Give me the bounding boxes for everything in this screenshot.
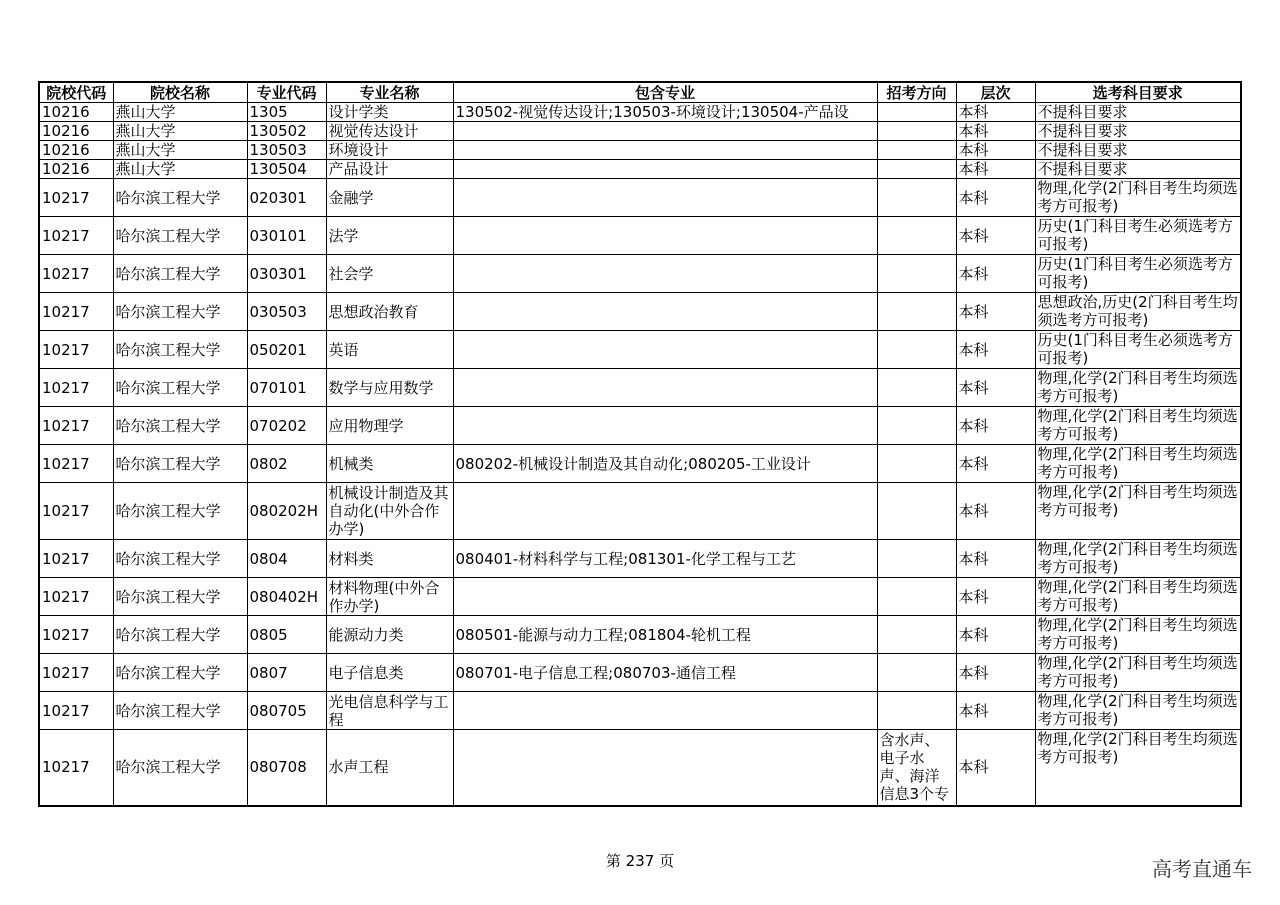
table-row — [39, 331, 1241, 369]
table-row — [39, 255, 1241, 293]
school-code-cell: 10216 — [39, 141, 113, 160]
major-name-cell: 水声工程 — [326, 730, 453, 806]
major-code-cell: 080402H — [247, 578, 326, 616]
school-name-cell: 哈尔滨工程大学 — [113, 179, 247, 217]
subject-requirement-cell: 思想政治,历史(2门科目考生均须选考方可报考) — [1035, 293, 1241, 331]
direction-cell — [877, 293, 956, 331]
col-header-major-code: 专业代码 — [247, 82, 326, 103]
subject-requirement-cell: 物理,化学(2门科目考生均须选考方可报考) — [1035, 578, 1241, 616]
school-code-cell: 10216 — [39, 160, 113, 179]
major-code-cell: 130504 — [247, 160, 326, 179]
level-cell: 本科 — [956, 540, 1035, 578]
direction-cell: 含水声、电子水声、海洋信息3个专 — [877, 730, 956, 806]
subject-requirement-cell: 物理,化学(2门科目考生均须选考方可报考) — [1035, 540, 1241, 578]
school-name-cell: 哈尔滨工程大学 — [113, 407, 247, 445]
level-cell: 本科 — [956, 179, 1035, 217]
subject-requirement-cell: 不提科目要求 — [1035, 160, 1241, 179]
level-cell: 本科 — [956, 692, 1035, 730]
col-header-school-code: 院校代码 — [39, 82, 113, 103]
included-majors-cell — [453, 160, 877, 179]
major-name-cell: 环境设计 — [326, 141, 453, 160]
included-majors-cell — [453, 217, 877, 255]
school-code-cell: 10217 — [39, 445, 113, 483]
table-row — [39, 483, 1241, 540]
school-code-cell: 10217 — [39, 483, 113, 540]
col-header-level: 层次 — [956, 82, 1035, 103]
included-majors-cell — [453, 122, 877, 141]
level-cell: 本科 — [956, 255, 1035, 293]
table-row — [39, 692, 1241, 730]
school-name-cell: 哈尔滨工程大学 — [113, 692, 247, 730]
table-row — [39, 578, 1241, 616]
included-majors-cell: 080401-材料科学与工程;081301-化学工程与工艺 — [453, 540, 877, 578]
school-code-cell: 10216 — [39, 122, 113, 141]
level-cell: 本科 — [956, 122, 1035, 141]
major-code-cell: 030101 — [247, 217, 326, 255]
school-code-cell: 10216 — [39, 103, 113, 122]
direction-cell — [877, 331, 956, 369]
school-code-cell: 10217 — [39, 255, 113, 293]
major-code-cell: 070101 — [247, 369, 326, 407]
subject-requirement-cell: 物理,化学(2门科目考生均须选考方可报考) — [1035, 407, 1241, 445]
school-code-cell: 10217 — [39, 616, 113, 654]
included-majors-cell: 080501-能源与动力工程;081804-轮机工程 — [453, 616, 877, 654]
major-code-cell: 080202H — [247, 483, 326, 540]
table-row — [39, 407, 1241, 445]
level-cell: 本科 — [956, 578, 1035, 616]
level-cell: 本科 — [956, 293, 1035, 331]
school-name-cell: 哈尔滨工程大学 — [113, 331, 247, 369]
subject-requirement-cell: 不提科目要求 — [1035, 141, 1241, 160]
school-code-cell: 10217 — [39, 217, 113, 255]
school-name-cell: 哈尔滨工程大学 — [113, 483, 247, 540]
subject-requirement-cell: 物理,化学(2门科目考生均须选考方可报考) — [1035, 369, 1241, 407]
level-cell: 本科 — [956, 141, 1035, 160]
level-cell: 本科 — [956, 445, 1035, 483]
direction-cell — [877, 445, 956, 483]
school-name-cell: 燕山大学 — [113, 122, 247, 141]
table-row — [39, 445, 1241, 483]
direction-cell — [877, 483, 956, 540]
school-name-cell: 哈尔滨工程大学 — [113, 616, 247, 654]
table-row — [39, 103, 1241, 122]
school-name-cell: 哈尔滨工程大学 — [113, 217, 247, 255]
col-header-direction: 招考方向 — [877, 82, 956, 103]
direction-cell — [877, 179, 956, 217]
subject-requirement-cell: 物理,化学(2门科目考生均须选考方可报考) — [1035, 445, 1241, 483]
table-row — [39, 160, 1241, 179]
level-cell: 本科 — [956, 160, 1035, 179]
included-majors-cell: 080701-电子信息工程;080703-通信工程 — [453, 654, 877, 692]
admission-table — [38, 81, 1242, 807]
table-row — [39, 540, 1241, 578]
table-row — [39, 122, 1241, 141]
major-code-cell: 080708 — [247, 730, 326, 806]
table-row — [39, 179, 1241, 217]
subject-requirement-cell: 物理,化学(2门科目考生均须选考方可报考) — [1035, 483, 1241, 540]
direction-cell — [877, 407, 956, 445]
school-code-cell: 10217 — [39, 578, 113, 616]
direction-cell — [877, 217, 956, 255]
direction-cell — [877, 654, 956, 692]
watermark-logo-text: 高考直通车 — [1152, 857, 1252, 881]
major-code-cell: 0807 — [247, 654, 326, 692]
school-name-cell: 哈尔滨工程大学 — [113, 255, 247, 293]
table-row — [39, 616, 1241, 654]
direction-cell — [877, 369, 956, 407]
major-name-cell: 数学与应用数学 — [326, 369, 453, 407]
major-code-cell: 1305 — [247, 103, 326, 122]
subject-requirement-cell: 物理,化学(2门科目考生均须选考方可报考) — [1035, 730, 1241, 806]
major-name-cell: 英语 — [326, 331, 453, 369]
level-cell: 本科 — [956, 730, 1035, 806]
subject-requirement-cell: 物理,化学(2门科目考生均须选考方可报考) — [1035, 692, 1241, 730]
table-row — [39, 293, 1241, 331]
included-majors-cell — [453, 179, 877, 217]
major-code-cell: 0805 — [247, 616, 326, 654]
level-cell: 本科 — [956, 217, 1035, 255]
school-name-cell: 哈尔滨工程大学 — [113, 730, 247, 806]
major-name-cell: 能源动力类 — [326, 616, 453, 654]
direction-cell — [877, 578, 956, 616]
major-name-cell: 金融学 — [326, 179, 453, 217]
school-name-cell: 哈尔滨工程大学 — [113, 654, 247, 692]
school-name-cell: 燕山大学 — [113, 103, 247, 122]
level-cell: 本科 — [956, 616, 1035, 654]
col-header-major-name: 专业名称 — [326, 82, 453, 103]
school-code-cell: 10217 — [39, 654, 113, 692]
direction-cell — [877, 540, 956, 578]
level-cell: 本科 — [956, 103, 1035, 122]
table-body — [39, 103, 1241, 806]
major-code-cell: 050201 — [247, 331, 326, 369]
major-name-cell: 光电信息科学与工程 — [326, 692, 453, 730]
included-majors-cell — [453, 255, 877, 293]
major-name-cell: 视觉传达设计 — [326, 122, 453, 141]
major-code-cell: 030301 — [247, 255, 326, 293]
major-name-cell: 设计学类 — [326, 103, 453, 122]
table-row — [39, 369, 1241, 407]
direction-cell — [877, 255, 956, 293]
school-name-cell: 燕山大学 — [113, 141, 247, 160]
subject-requirement-cell: 历史(1门科目考生必须选考方可报考) — [1035, 331, 1241, 369]
school-code-cell: 10217 — [39, 369, 113, 407]
major-name-cell: 机械类 — [326, 445, 453, 483]
school-name-cell: 哈尔滨工程大学 — [113, 578, 247, 616]
subject-requirement-cell: 物理,化学(2门科目考生均须选考方可报考) — [1035, 616, 1241, 654]
subject-requirement-cell: 不提科目要求 — [1035, 122, 1241, 141]
school-name-cell: 哈尔滨工程大学 — [113, 293, 247, 331]
table-row — [39, 654, 1241, 692]
col-header-school-name: 院校名称 — [113, 82, 247, 103]
school-code-cell: 10217 — [39, 179, 113, 217]
major-name-cell: 电子信息类 — [326, 654, 453, 692]
major-code-cell: 0804 — [247, 540, 326, 578]
subject-requirement-cell: 不提科目要求 — [1035, 103, 1241, 122]
subject-requirement-cell: 历史(1门科目考生必须选考方可报考) — [1035, 255, 1241, 293]
included-majors-cell: 080202-机械设计制造及其自动化;080205-工业设计 — [453, 445, 877, 483]
major-name-cell: 材料物理(中外合作办学) — [326, 578, 453, 616]
table-row — [39, 141, 1241, 160]
direction-cell — [877, 141, 956, 160]
major-name-cell: 机械设计制造及其自动化(中外合作办学) — [326, 483, 453, 540]
subject-requirement-cell: 历史(1门科目考生必须选考方可报考) — [1035, 217, 1241, 255]
school-name-cell: 哈尔滨工程大学 — [113, 445, 247, 483]
direction-cell — [877, 122, 956, 141]
major-name-cell: 产品设计 — [326, 160, 453, 179]
school-name-cell: 哈尔滨工程大学 — [113, 369, 247, 407]
major-name-cell: 法学 — [326, 217, 453, 255]
school-code-cell: 10217 — [39, 540, 113, 578]
level-cell: 本科 — [956, 407, 1035, 445]
direction-cell — [877, 616, 956, 654]
subject-requirement-cell: 物理,化学(2门科目考生均须选考方可报考) — [1035, 179, 1241, 217]
school-name-cell: 哈尔滨工程大学 — [113, 540, 247, 578]
included-majors-cell — [453, 692, 877, 730]
direction-cell — [877, 103, 956, 122]
school-code-cell: 10217 — [39, 730, 113, 806]
table-row — [39, 217, 1241, 255]
level-cell: 本科 — [956, 654, 1035, 692]
col-header-subject-requirement: 选考科目要求 — [1035, 82, 1241, 103]
major-code-cell: 070202 — [247, 407, 326, 445]
included-majors-cell — [453, 407, 877, 445]
level-cell: 本科 — [956, 483, 1035, 540]
table-header-row — [39, 82, 1241, 103]
included-majors-cell — [453, 483, 877, 540]
included-majors-cell — [453, 730, 877, 806]
included-majors-cell — [453, 331, 877, 369]
col-header-included-majors: 包含专业 — [453, 82, 877, 103]
school-code-cell: 10217 — [39, 407, 113, 445]
included-majors-cell: 130502-视觉传达设计;130503-环境设计;130504-产品设 — [453, 103, 877, 122]
page-number: 第 237 页 — [605, 852, 675, 870]
major-code-cell: 130502 — [247, 122, 326, 141]
school-code-cell: 10217 — [39, 692, 113, 730]
major-code-cell: 130503 — [247, 141, 326, 160]
major-name-cell: 应用物理学 — [326, 407, 453, 445]
subject-requirement-cell: 物理,化学(2门科目考生均须选考方可报考) — [1035, 654, 1241, 692]
major-code-cell: 0802 — [247, 445, 326, 483]
included-majors-cell — [453, 578, 877, 616]
school-name-cell: 燕山大学 — [113, 160, 247, 179]
included-majors-cell — [453, 293, 877, 331]
major-code-cell: 080705 — [247, 692, 326, 730]
school-code-cell: 10217 — [39, 331, 113, 369]
major-code-cell: 030503 — [247, 293, 326, 331]
major-name-cell: 思想政治教育 — [326, 293, 453, 331]
included-majors-cell — [453, 141, 877, 160]
direction-cell — [877, 160, 956, 179]
major-name-cell: 材料类 — [326, 540, 453, 578]
level-cell: 本科 — [956, 369, 1035, 407]
direction-cell — [877, 692, 956, 730]
level-cell: 本科 — [956, 331, 1035, 369]
major-name-cell: 社会学 — [326, 255, 453, 293]
school-code-cell: 10217 — [39, 293, 113, 331]
major-code-cell: 020301 — [247, 179, 326, 217]
table-row — [39, 730, 1241, 806]
included-majors-cell — [453, 369, 877, 407]
